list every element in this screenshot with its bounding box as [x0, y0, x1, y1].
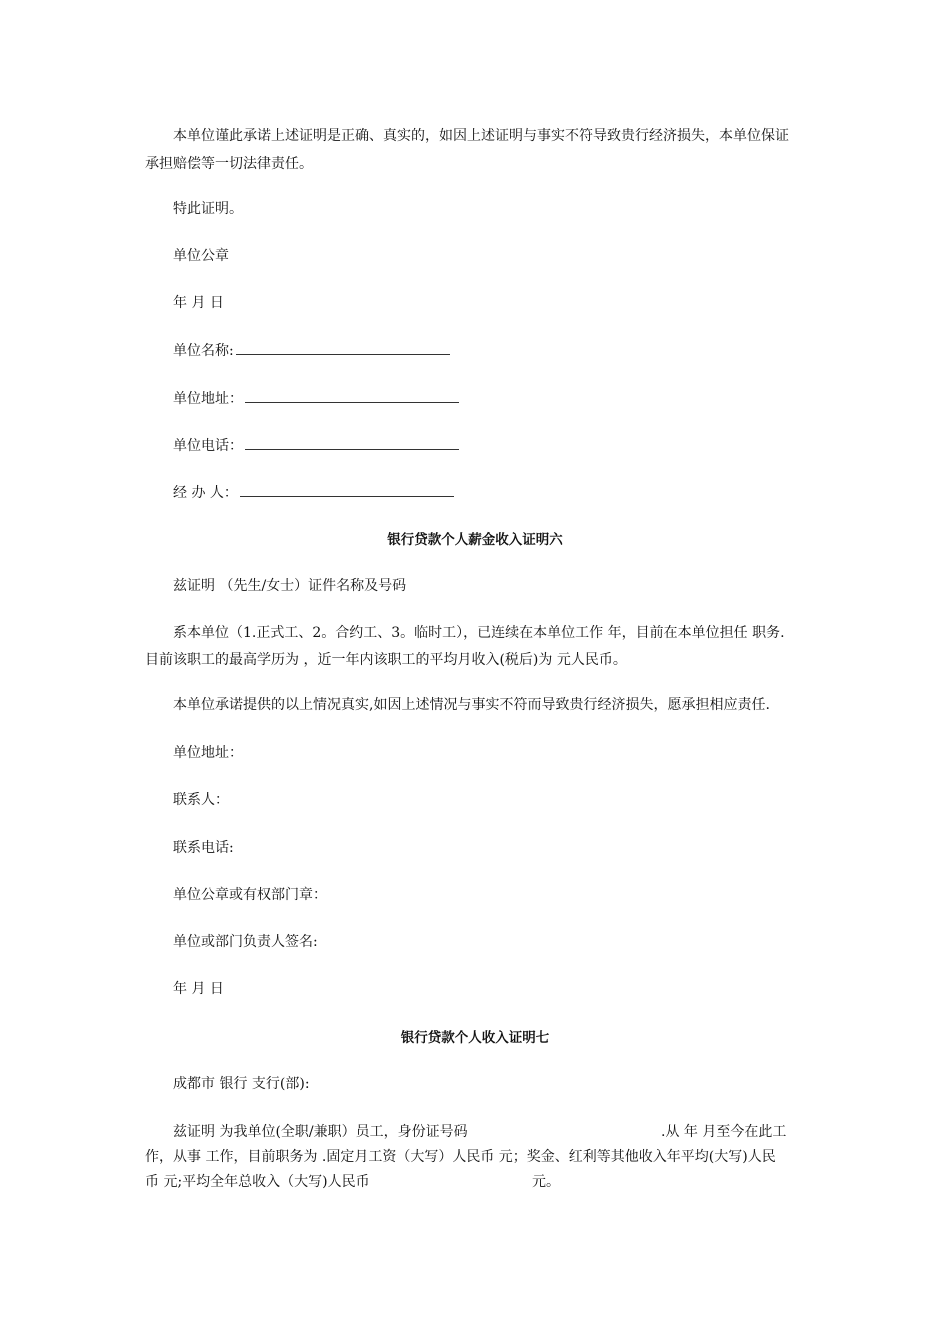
section-6-employment-line-1: 系本单位（1.正式工、2。合约工、3。临时工），已连续在本单位工作 年，目前在本单位担任 职务. — [173, 625, 785, 641]
section-7-body-line-3a: 币 元;平均全年总收入（大写)人民币 — [145, 1174, 370, 1190]
section-6-employment-line-2: 目前该职工的最高学历为 ，近一年内该职工的平均月收入(税后)为 元人民币。 — [145, 652, 627, 668]
unit-phone-row — [173, 435, 459, 456]
unit-name-row — [173, 340, 450, 361]
section-7-body-line-2: 作，从事 工作，目前职务为 .固定月工资（大写）人民币 元；奖金、红利等其他收入年平均(大写)人民 — [145, 1149, 776, 1165]
section-6-seal-label: 单位公章或有权部门章： — [173, 887, 327, 903]
section-6-certify: 兹证明 （先生/女士）证件名称及号码 — [173, 578, 407, 594]
unit-phone-blank[interactable] — [245, 435, 459, 450]
section-6-address-label: 单位地址： — [173, 745, 243, 761]
section-7-title: 银行贷款个人收入证明七 — [400, 1030, 550, 1046]
section-6-phone-label: 联系电话: — [173, 840, 234, 856]
handler-label: 经 办 人： — [173, 485, 238, 501]
unit-address-label: 单位地址： — [173, 391, 243, 407]
promise-text-line-1: 本单位谨此承诺上述证明是正确、真实的，如因上述证明与事实不符导致贵行经济损失，本单位保证 — [173, 128, 789, 144]
handler-row — [173, 482, 454, 503]
section-6-title: 银行贷款个人薪金收入证明六 — [387, 532, 563, 548]
unit-address-row — [173, 388, 459, 409]
unit-name-blank[interactable] — [236, 340, 450, 355]
unit-name-label: 单位名称: — [173, 343, 234, 359]
section-7-body-line-1a: 兹证明 为我单位(全职/兼职）员工，身份证号码 — [173, 1124, 468, 1140]
section-6-date: 年 月 日 — [173, 981, 224, 997]
handler-blank[interactable] — [240, 482, 454, 497]
unit-address-blank[interactable] — [245, 388, 459, 403]
section-7-addressee: 成都市 银行 支行(部): — [173, 1076, 310, 1092]
promise-text-line-2: 承担赔偿等一切法律责任。 — [145, 156, 313, 172]
section-6-contact-label: 联系人： — [173, 792, 229, 808]
section-7-body-line-3b: 元。 — [532, 1174, 560, 1190]
special-certify-text: 特此证明。 — [173, 201, 243, 217]
date-line: 年 月 日 — [173, 295, 224, 311]
unit-seal-label: 单位公章 — [173, 248, 229, 264]
section-7-body-line-1b: .从 年 月至今在此工 — [661, 1124, 787, 1140]
unit-phone-label: 单位电话： — [173, 438, 243, 454]
section-6-promise: 本单位承诺提供的以上情况真实,如因上述情况与事实不符而导致贵行经济损失，愿承担相应责任. — [173, 697, 770, 713]
section-6-signature-label: 单位或部门负责人签名: — [173, 934, 318, 950]
